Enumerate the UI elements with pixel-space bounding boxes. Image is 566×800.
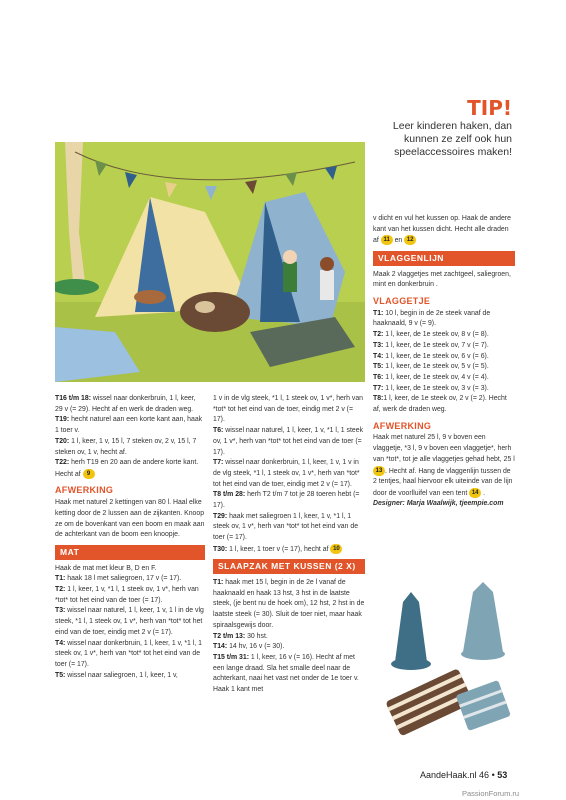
footer-separator: •: [491, 770, 495, 780]
vlag-t3-text: 1 l, keer, de 1e steek ov, 7 v (= 7).: [383, 341, 489, 349]
vlaggenlijn-text: Maak 2 vlaggetjes met zachtgeel, saliegroen, mint en donkerbruin .: [373, 270, 511, 289]
vlag-t5-label: T5:: [373, 363, 384, 371]
vlaggenlijn-heading: VLAGGENLIJN: [373, 251, 515, 266]
page-footer: [420, 770, 507, 780]
mat-t3-text: wissel naar naturel, 1 l, keer, 1 v, 1 l in de vlg steek, *1 l, 1 steek ov, 1 v*, herh van *tot* tot het eind van de toer, eindig met 2 v (= 17).: [55, 607, 204, 636]
watermark: PassionForum.ru: [462, 789, 520, 798]
vlag-t4-label: T4:: [373, 352, 384, 360]
t19-label: T19:: [55, 416, 70, 424]
step-badge: 13: [373, 466, 385, 476]
t19-text: hecht naturel aan een korte kant aan, haak 1 toer v.: [55, 416, 203, 435]
afwerking-heading-2: AFWERKING: [373, 420, 432, 431]
slaapzak-t15-label: T15 t/m 31:: [213, 654, 249, 661]
vlag-t1-label: T1:: [373, 309, 384, 317]
t16-text: wissel naar donkerbruin, 1 l, keer, 29 v (= 29). Hecht af en werk de draden weg.: [55, 395, 196, 413]
vlag-t7-label: T7:: [373, 384, 384, 392]
tip-text: Leer kinderen haken, dan kunnen ze zelf ook hun speelaccessoires maken!: [392, 120, 512, 158]
slaapzak-t1-text: haak met 15 l, begin in de 2e l vanaf de haaknaald en haak 13 hst, 3 hst in de laatste steek, (je bent nu de hoek om), 12 hst, 2 hst in de laatste steek (= 30). Sluit de toer niet, maar haak spiraalsgewijs door.: [213, 579, 365, 629]
vlag-t2-text: 1 l, keer, de 1e steek ov, 8 v (= 8).: [383, 331, 489, 339]
afwerking-text: Haak met naturel 2 kettingen van 80 l. Haal elke ketting door de 2 lussen aan de zijkanten. Knoop ze om de bovenkant van een boom en maak aan de achterkant van de boom een knoopje.: [55, 499, 205, 539]
t16-label: T16 t/m 18:: [55, 395, 91, 402]
mat-t6-text: wissel naar naturel, 1 l, keer, 1 v, *1 l, 1 steek ov, 1 v*, herh van *tot* tot het eind van de toer (= 17).: [213, 427, 364, 456]
step-badge: 11: [381, 235, 393, 245]
slaapzak-t14-label: T14:: [213, 643, 228, 651]
vlaggetje-heading: VLAGGETJE: [373, 296, 431, 307]
t22-label: T22:: [55, 459, 70, 467]
afwerking-text-3: . Hecht af. Hang de vlaggenlijn tussen de 2 tentjes, haal hiervoor elk uiteinde van de lijn door de voorlluifel van een tent: [373, 467, 513, 497]
step-badge: 14: [469, 488, 481, 498]
vlag-t8-label: T8:: [373, 395, 384, 403]
vlag-t1-text: 10 l, begin in de 2e steek vanaf de haaknaald, 9 v (= 9).: [373, 309, 491, 328]
middle-column: [213, 394, 365, 696]
mat-t7-label: T7:: [213, 459, 224, 467]
mat-t2-text: 1 l, keer, 1 v, *1 l, 1 steek ov, 1 v*, herh van *tot* tot het eind van de toer (= 17).: [55, 586, 199, 604]
afwerking-text-2: Haak met naturel 25 l, 9 v boven een vlaggetje, *3 l, 9 v boven een vlaggetje*, herh van *tot*, tot je alle vlaggetjes gehad hebt, 25 l: [373, 434, 515, 463]
mat-t1-text: haak 18 l met saliegroen, 17 v (= 17).: [65, 575, 182, 583]
end-bullet: .: [483, 489, 486, 497]
footer-site: AandeHaak.nl 46: [420, 770, 490, 780]
slaapzak-t1-label: T1:: [213, 579, 224, 587]
mat-t29-label: T29:: [213, 512, 228, 520]
designer-credit: Designer: Marja Waalwijk, tjeempie.com: [373, 500, 504, 508]
tents-photo: [55, 142, 365, 382]
mat-t7-text: wissel naar donkerbruin, 1 l, keer, 1 v, 1 v in de vlg steek, *1 l, 1 steek ov, 1 v*, herh van *tot* tot het eind van de toer, eindig met 2 v (= 17).: [213, 459, 360, 488]
kussen-text: v dicht en vul het kussen op. Haak de andere kant van het kussen dicht. Hecht alle draden af: [373, 215, 511, 245]
t20-text: 1 l, keer, 1 v, 15 l, 7 steken ov, 2 v, 15 l, 7 steken ov, 1 v, hecht af.: [55, 437, 197, 456]
right-column: [373, 214, 515, 510]
vlag-t4-text: 1 l, keer, de 1e steek ov, 6 v (= 6).: [383, 352, 489, 360]
page-number: 53: [497, 770, 508, 780]
step-badge: 12: [404, 235, 416, 245]
mat-t2-label: T2:: [55, 586, 66, 594]
mat-t5-continued: 1 v in de vlg steek, *1 l, 1 steek ov, 1 v*, herh van *tot* tot het eind van de toer, eindig met 2 v (= 17).: [213, 395, 364, 424]
step-badge: 9: [83, 469, 95, 479]
vlag-t7-text: 1 l, keer, de 1e steek ov, 3 v (= 3).: [383, 384, 489, 392]
slaapzak-t14-text: 14 hv, 16 v (= 30).: [227, 643, 285, 651]
mat-t1-label: T1:: [55, 575, 66, 583]
and-word: en: [394, 237, 403, 245]
vlag-t5-text: 1 l, keer, de 1e steek ov, 5 v (= 5).: [383, 363, 489, 371]
mat-t8-text: herh T2 t/m 7 tot je 28 toeren hebt (= 17).: [213, 491, 360, 510]
t22-text: herh T19 en 20 aan de andere korte kant. Hecht af: [55, 459, 199, 478]
mat-t8-label: T8 t/m 28:: [213, 491, 246, 499]
vlag-t6-text: 1 l, keer, de 1e steek ov, 4 v (= 4).: [383, 373, 489, 381]
mat-t29-text: haak met saliegroen 1 l, keer, 1 v, *1 l, 1 steek ov, 1 v*, herh van *tot* tot het eind van de toer (= 17).: [213, 512, 359, 542]
mat-t4-label: T4:: [55, 639, 66, 647]
mat-t30-text: 1 l, keer, 1 toer v (= 17), hecht af: [227, 545, 329, 553]
step-badge: 10: [330, 544, 342, 554]
vlag-t8-text: 1 l, keer, de 1e steek ov, 2 v (= 2). Hecht af, werk de draden weg.: [373, 395, 507, 414]
afwerking-heading: AFWERKING: [55, 485, 114, 496]
mat-t5-text: wissel naar saliegroen, 1 l, keer, 1 v,: [65, 671, 178, 679]
mat-t3-label: T3:: [55, 607, 66, 615]
mat-t4-text: wissel naar donkerbruin, 1 l, keer, 1 v, *1 l, 1 steek ov, 1 v*, herh van *tot* tot het eind van de toer (= 17).: [55, 639, 202, 668]
slaapzak-t2-label: T2 t/m 13:: [213, 632, 246, 640]
mat-heading: MAT: [55, 545, 205, 560]
slaapzak-t2-text: 30 hst.: [245, 632, 268, 640]
trees-photo: [373, 572, 515, 750]
left-column: [55, 394, 205, 681]
slaapzak-heading: SLAAPZAK MET KUSSEN (2 X): [213, 559, 365, 574]
vlag-t3-label: T3:: [373, 341, 384, 349]
mat-t5-label: T5:: [55, 671, 66, 679]
slaapzak-t15-text: 1 l, keer, 16 v (= 16). Hecht af met een lange draad. Sla het smalle deel naar de achterkant, naai het vast net onder de 1e toer v. Haak 1 kant met: [213, 654, 359, 694]
mat-t30-label: T30:: [213, 545, 228, 553]
mat-t6-label: T6:: [213, 427, 224, 435]
vlag-t6-label: T6:: [373, 373, 384, 381]
vlag-t2-label: T2:: [373, 331, 384, 339]
mat-intro: Haak de mat met kleur B, D en F.: [55, 564, 157, 572]
tip-title: TIP!: [467, 96, 512, 120]
t20-label: T20:: [55, 437, 70, 445]
